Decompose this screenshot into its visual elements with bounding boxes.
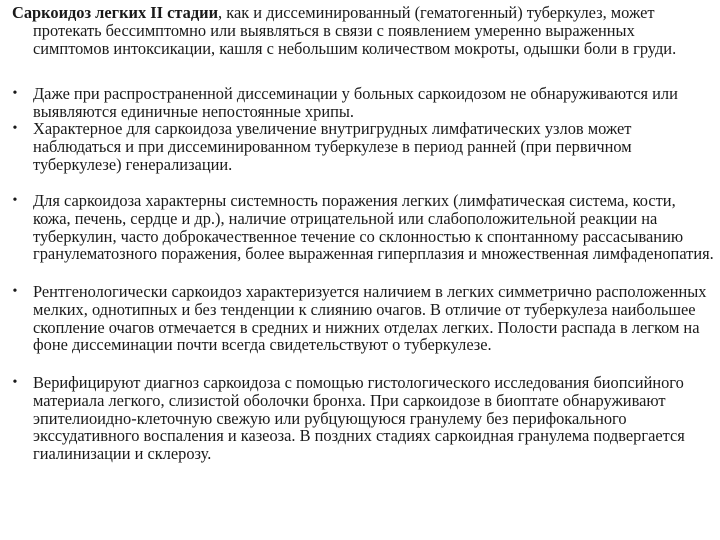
paragraph-text: , как и диссеминированный (гематогенный) туберкулез, может протекать бессимптомно или выявляться в связи с появлением умеренно выраженных симптомов интоксикации, кашля с небольшим количеством мокроты, одышки боли в груди. [33, 3, 677, 58]
bullet-marker: • [12, 121, 18, 136]
bullet-marker: • [12, 86, 18, 101]
paragraph-systemic-features: Для саркоидоза характерны системность поражения легких (лимфатическая система, кости, кожа, печень, сердце и др.), наличие отрицательной или слабоположительной реакции на туберкулин, часто доброкачественное течение со склонностью к спонтанному рассасыванию гранулематозного поражения, более выраженная гиперплазия и множественная лимфаденопатия. [33, 191, 714, 264]
bullet-marker: • [12, 284, 18, 299]
paragraph-wheezing: Даже при распространенной диссеминации у больных саркоидозом не обнаруживаются или выявляются единичные непостоянные хрипы. [33, 84, 678, 121]
bullet-marker: • [12, 193, 18, 208]
paragraph-radiology: Рентгенологически саркоидоз характеризуется наличием в легких симметрично расположенных мелких, однотипных и без тенденции к слиянию очагов. В отличие от туберкулеза наибольшее скопление очагов отмечается в средних и нижних отделах легких. Полости распада в легком на фоне диссеминации почти всегда свидетельствуют о туберкулезе. [33, 282, 707, 355]
paragraph-lymph-nodes: Характерное для саркоидоза увеличение внутригрудных лимфатических узлов может наблюдаться и при диссеминированном туберкулезе в период ранней (при первичном туберкулезе) генерализации. [33, 119, 632, 174]
paragraph-lead-bold: Саркоидоз легких II стадии [12, 3, 219, 22]
paragraph-sarcoidosis-stage-2 [12, 3, 715, 58]
paragraph-verification: Верифицируют диагноз саркоидоза с помощью гистологического исследования биопсийного материала легкого, слизистой оболочки бронха. При саркоидозе в биоптате обнаруживают эпителиоидно-клеточную свежую или рубцующуюся гранулему без перифокального экссудативного воспаления и казеоза. В поздних стадиях саркоидная гранулема подвергается гиалинизации и склерозу. [33, 373, 685, 464]
bullet-marker: • [12, 375, 18, 390]
